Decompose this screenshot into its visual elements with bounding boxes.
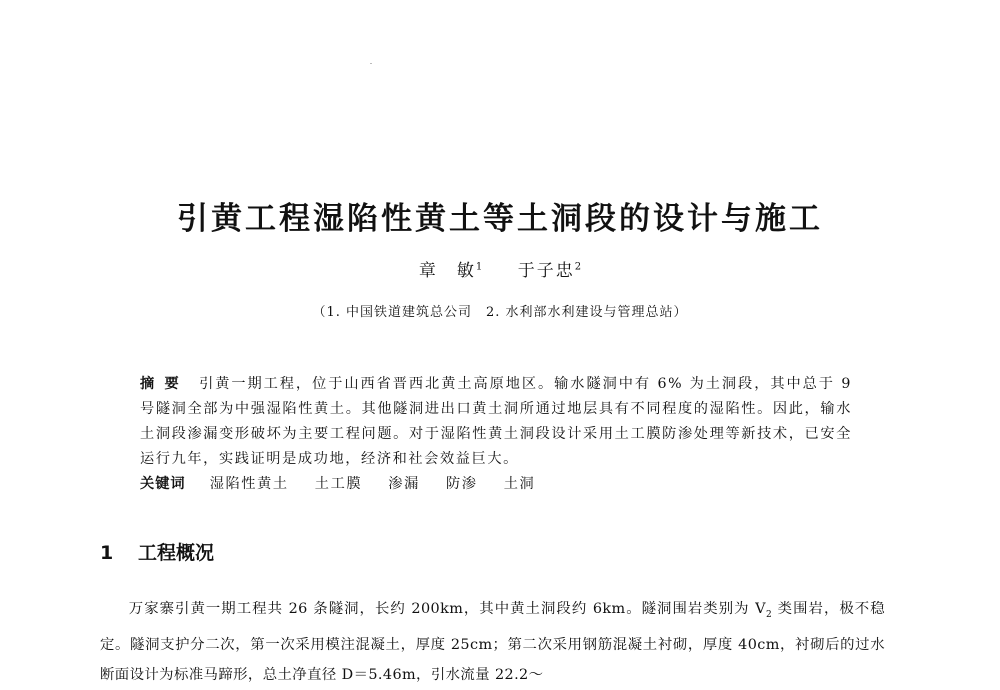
author-1-name: 章 敏: [418, 261, 476, 281]
keywords-line: [140, 472, 852, 497]
section-heading: [100, 538, 214, 565]
rock-class-subscript: 2: [765, 609, 773, 620]
body-paragraph: [100, 594, 885, 690]
affiliations: （1. 中国铁道建筑总公司 2. 水利部水利建设与管理总站）: [312, 305, 688, 320]
scan-speck: [370, 63, 372, 64]
keyword-4: 防渗: [445, 476, 478, 492]
abstract-block: [140, 372, 852, 497]
section-number: 1: [100, 542, 114, 564]
body-text-1: 万家寨引黄一期工程共 26 条隧洞，长约 200km，其中黄土洞段约 6km。隧洞围岩类别为 V: [128, 601, 766, 617]
author-2: [518, 256, 581, 281]
abstract-text: 引黄一期工程，位于山西省晋西北黄土高原地区。输水隧洞中有 6% 为土洞段，其中总于 9 号隧洞全部为中强湿陷性黄土。其他隧洞进出口黄土洞所通过地层具有不同程度的湿陷性。因此，输水土洞段渗漏变形破坏为主要工程问题。对于湿陷性黄土洞段设计采用土工膜防渗处理等新技术，已安全运行九年，实践证明是成功地，经济和社会效益巨大。: [140, 376, 852, 467]
section-title: 工程概况: [138, 542, 215, 564]
paper-title: 引黄工程湿陷性黄土等土洞段的设计与施工: [177, 200, 823, 237]
keyword-1: 湿陷性黄土: [209, 476, 289, 492]
author-1-affil-mark: 1: [475, 261, 483, 273]
abstract-paragraph: [140, 372, 852, 472]
keyword-5: 土洞: [503, 476, 536, 492]
author-2-affil-mark: 2: [574, 261, 582, 273]
keyword-3: 渗漏: [388, 476, 420, 492]
keyword-2: 土工膜: [314, 476, 363, 492]
author-1: [419, 256, 482, 281]
abstract-label: 摘要: [140, 376, 190, 392]
keywords-label: 关键词: [140, 476, 186, 492]
body-text-2: 类围岩，极不稳定。隧洞支护分二次，第一次采用模注混凝土，厚度 25cm；第二次采用钢筋混凝土衬砌，厚度 40cm，衬砌后的过水断面设计为标准马蹄形，总土净直径 D＝5.46m，引水流量 22.2～: [100, 601, 885, 683]
author-2-name: 于子忠: [517, 261, 575, 281]
author-list: [0, 256, 1000, 281]
